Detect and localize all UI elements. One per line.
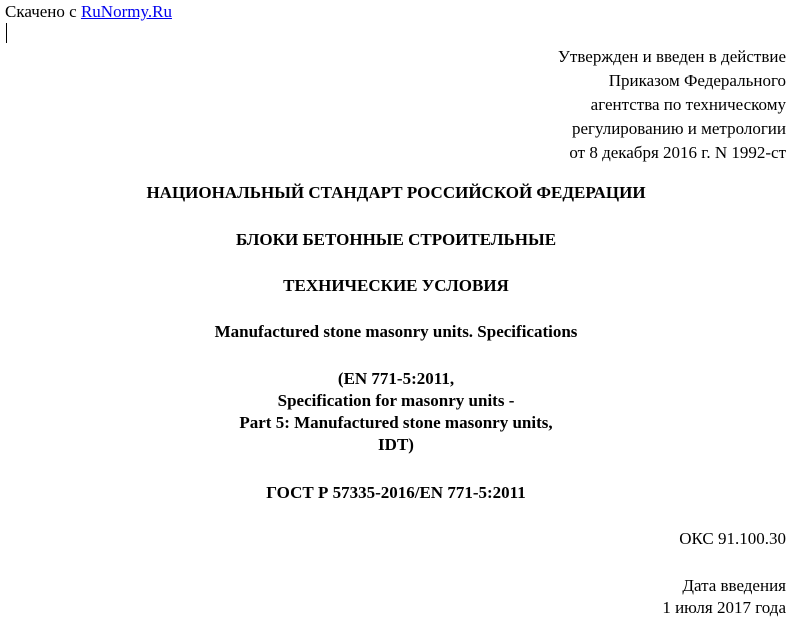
intro-date-value: 1 июля 2017 года bbox=[662, 598, 786, 617]
approval-line: регулированию и метрологии bbox=[571, 119, 786, 138]
source-prefix: Скачено с bbox=[5, 2, 81, 21]
runormy-link[interactable]: RuNormy.Ru bbox=[80, 2, 172, 21]
approval-line: Приказом Федерального bbox=[608, 71, 786, 90]
document-title: БЛОКИ БЕТОННЫЕ СТРОИТЕЛЬНЫЕ bbox=[235, 230, 557, 249]
intro-date-block bbox=[662, 575, 786, 619]
approval-line: Утвержден и введен в действие bbox=[557, 47, 786, 66]
source-line bbox=[5, 2, 172, 22]
approval-block bbox=[558, 45, 786, 165]
approval-line: от 8 декабря 2016 г. N 1992-ст bbox=[569, 143, 786, 162]
national-standard-heading: НАЦИОНАЛЬНЫЙ СТАНДАРТ РОССИЙСКОЙ ФЕДЕРАЦИИ bbox=[146, 183, 646, 202]
oks-code: ОКС 91.100.30 bbox=[679, 529, 786, 548]
en-reference-line: IDT) bbox=[378, 435, 414, 454]
en-reference-line: Part 5: Manufactured stone masonry units, bbox=[239, 413, 553, 432]
document-subtitle: ТЕХНИЧЕСКИЕ УСЛОВИЯ bbox=[283, 276, 509, 295]
intro-date-label: Дата введения bbox=[682, 576, 786, 595]
english-title: Manufactured stone masonry units. Specifications bbox=[214, 322, 578, 341]
en-reference-line: Specification for masonry units - bbox=[277, 391, 515, 410]
approval-line: агентства по техническому bbox=[590, 95, 786, 114]
standard-designation: ГОСТ Р 57335-2016/EN 771-5:2011 bbox=[266, 483, 526, 502]
en-reference-block bbox=[0, 368, 792, 456]
text-cursor bbox=[6, 23, 7, 43]
en-reference-line: (EN 771-5:2011, bbox=[337, 369, 455, 388]
